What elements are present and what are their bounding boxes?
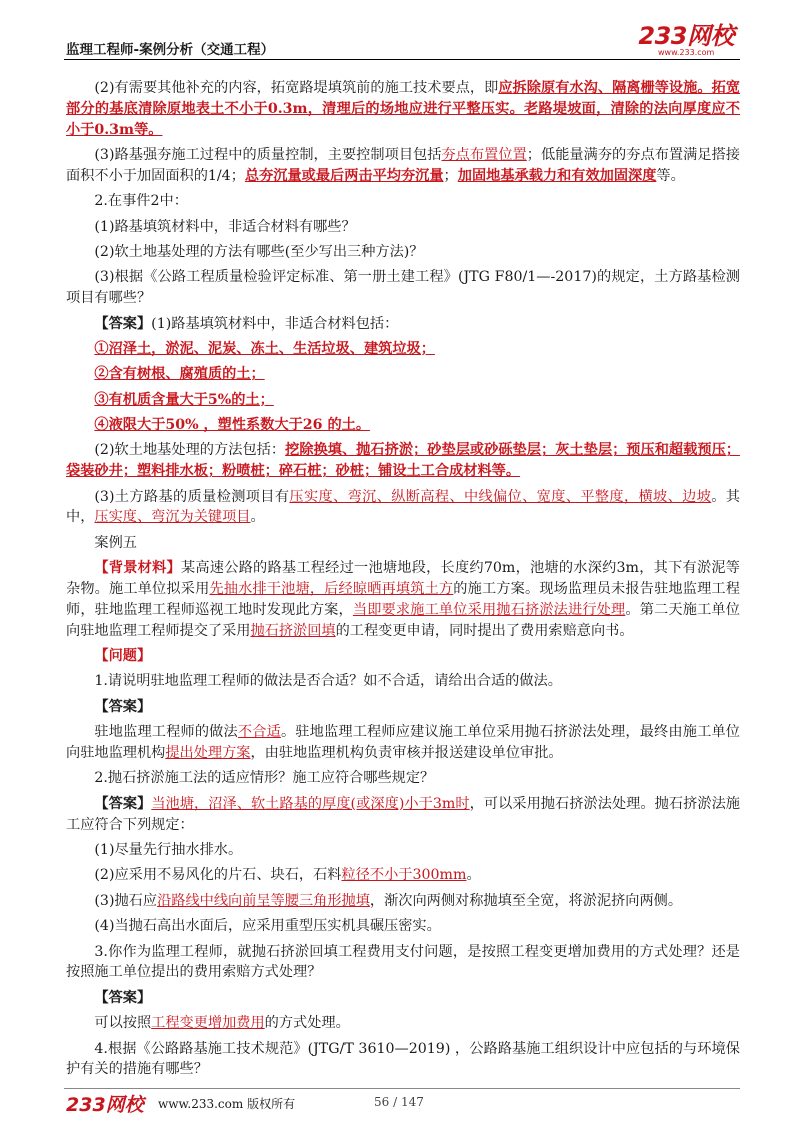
text-run: 【答案】 [94,989,152,1006]
logo-url: www.233.com [658,48,715,57]
text-run: 总夯沉量或最后两击平均夯沉量 [244,167,444,184]
footer-rule [64,1088,740,1089]
text-run: 。第二天施工单位向驻地监理工程师提交了采用 [66,601,740,639]
paragraph [66,217,740,238]
paragraph [66,533,740,554]
text-run: ，渐次向两侧对称抛填至全宽，将淤泥挤向两侧。 [369,892,683,909]
text-run: (3)根据《公路工程质量检验评定标准、第一册土建工程》(JTG F80/1—-2017)的规定，土方路基检测项目有哪些？ [66,269,740,307]
paragraph [66,415,740,436]
text-run: 【背景材料】 [94,560,181,577]
paragraph [66,364,740,385]
paragraph [66,267,740,309]
text-run: ，由驻地监理机构负责审核并报送建设单位审批。 [250,745,563,761]
paragraph [66,942,740,984]
text-run: 压实度、弯沉、纵断高程、中线偏位、宽度、平整度，横坡、边坡 [289,488,712,505]
paragraph [66,865,740,886]
text-run: (2)应采用不易风化的片石、块石，石料 [94,867,342,884]
text-run: 应拆除原有水沟、隔离栅等设施。拓宽部分的基底清除原地表土不小于0.3m，清理后的场地应进行平整压实。老路堤坡面，清除的法向厚度应不小于0.3m等。 [66,80,740,138]
paragraph [66,242,740,263]
paragraph [66,314,740,335]
text-run: 案例五 [94,534,137,551]
text-run: 抛石挤淤回填 [250,622,336,639]
text-run: (1)尽量先行抽水排水。 [94,841,243,858]
text-run: ；低能量满夯的夯点布置满足搭接面积不小于加固面积的1/4； [66,146,740,184]
text-run: 当池塘，沼泽、软土路基的厚度(或深度)小于3m时 [151,795,470,812]
text-run: (3)土方路基的质量检测项目有 [94,488,290,505]
paragraph [66,768,740,789]
paragraph [66,78,740,140]
text-run: 可以按照 [94,1015,152,1032]
text-run: 夯点布置位置 [441,146,527,163]
paragraph [66,794,740,836]
document-body [66,78,740,1085]
text-run: 等。 [656,167,685,184]
text-run: 1.请说明驻地监理工程师的做法是否合适？如不合适，请给出合适的做法。 [94,673,562,690]
text-run: 3.你作为监理工程师，就抛石挤淤回填工程费用支付问题，是按照工程变更增加费用的方式处理？还是按照施工单位提出的费用索赔方式处理？ [66,943,740,981]
text-run: 2.抛石挤淤施工法的适应情形？施工应符合哪些规定？ [94,770,435,787]
text-run: 提出处理方案 [165,745,251,761]
text-run: (2)软土地基处理的方法包括： [94,442,286,459]
paragraph [66,1013,740,1034]
paragraph [66,840,740,861]
text-run: ； [443,167,458,184]
paragraph [66,646,740,667]
header-rule [64,59,740,60]
text-run: (1)路基填筑材料中，非适合材料包括： [151,315,399,332]
text-run: ，可以采用抛石挤淤法处理。抛石挤淤法施工应符合下列规定： [66,795,740,833]
paragraph [66,891,740,912]
paragraph [66,440,740,482]
text-run: ④液限大于50% ，塑性系数大于26 的土。 [94,417,371,434]
text-run: (3)抛石应 [94,892,158,909]
footer-copyright: www.233.com 版权所有 [158,1097,296,1111]
text-run: 。 [250,509,265,526]
document-title: 监理工程师-案例分析（交通工程） [66,42,275,58]
text-run: 2.在事件2中： [94,193,188,210]
text-run: (1)路基填筑材料中，非适合材料有哪些？ [94,218,356,235]
text-run: 当即要求施工单位采用抛石挤淤法进行处理 [352,601,626,618]
text-run: (4)当抛石高出水面后，应采用重型压实机具碾压密实。 [94,918,441,935]
text-run: 。 [466,867,481,884]
paragraph [66,145,740,187]
paragraph [66,390,740,411]
text-run: 4.根据《公路路基施工技术规范》(JTG/T 3610—2019) ，公路路基施工组织设计中应包括的与环境保护有关的措施有哪些？ [66,1040,740,1078]
text-run: 【问题】 [94,648,152,665]
footer-logo: 233网校 [66,1094,144,1116]
text-run: 沿路线中线向前呈等腰三角形抛填 [157,892,370,909]
text-run: 【答案】 [94,315,152,332]
page-header [64,24,740,58]
text-run: 【答案】 [94,795,152,812]
text-run: 压实度、弯沉为关键项目 [94,509,251,526]
text-run: 。其中， [66,488,740,526]
paragraph [66,191,740,212]
brand-logo [638,24,734,57]
paragraph [66,697,740,718]
text-run: 先抽水排干池塘，后经晾晒再填筑土方 [209,581,454,598]
page-footer [64,1090,740,1114]
paragraph [66,1039,740,1081]
text-run: 某高速公路的路基工程经过一池塘地段，长度约70m，池塘的水深约3m，其下有淤泥等杂物。施工单位拟采用 [66,560,740,598]
text-run: 的方式处理。 [264,1015,350,1032]
paragraph [66,558,740,641]
text-run: 工程变更增加费用 [151,1015,265,1032]
text-run: (2)软土地基处理的方法有哪些(至少写出三种方法)？ [94,243,424,260]
text-run: 【答案】 [94,698,152,715]
paragraph [66,671,740,692]
text-run: (3)路基强夯施工过程中的质量控制，主要控制项目包括 [94,146,442,163]
text-run: 。驻地监理工程师应建议施工单位采用抛石挤淤法处理，最终由施工单位向驻地监理机构 [66,724,740,761]
text-run: ①沼泽土，淤泥、泥炭、冻土、生活垃圾、建筑垃圾； [94,340,435,357]
text-run: 加固地基承载力和有效加固深度 [457,167,657,184]
paragraph [66,487,740,529]
text-run: 粒径不小于300mm [341,867,467,884]
text-run: 驻地监理工程师的做法 [94,724,238,741]
text-run: ③有机质含量大于5%的土； [94,391,274,408]
paragraph [66,339,740,360]
text-run: 挖除换填、抛石挤淤；砂垫层或砂砾垫层；灰土垫层；预压和超载预压；袋装砂井；塑料排水板；粉喷桩；碎石桩；砂桩；铺设土工合成材料等。 [66,442,740,480]
text-run: 的工程变更申请，同时提出了费用索赔意向书。 [335,622,634,639]
paragraph [66,988,740,1009]
page-number: 56 / 147 [374,1095,424,1109]
text-run: ②含有树根、腐殖质的土； [94,366,265,383]
logo-text: 233网校 [638,22,734,50]
paragraph [66,916,740,937]
text-run: 不合适 [237,724,281,741]
text-run: (2)有需要其他补充的内容，拓宽路堤填筑前的施工技术要点，即 [94,80,499,96]
paragraph [66,722,740,764]
text-run: 的施工方案。现场监理员未报告驻地监理工程师，驻地监理工程师巡视工地时发现此方案， [66,581,740,618]
